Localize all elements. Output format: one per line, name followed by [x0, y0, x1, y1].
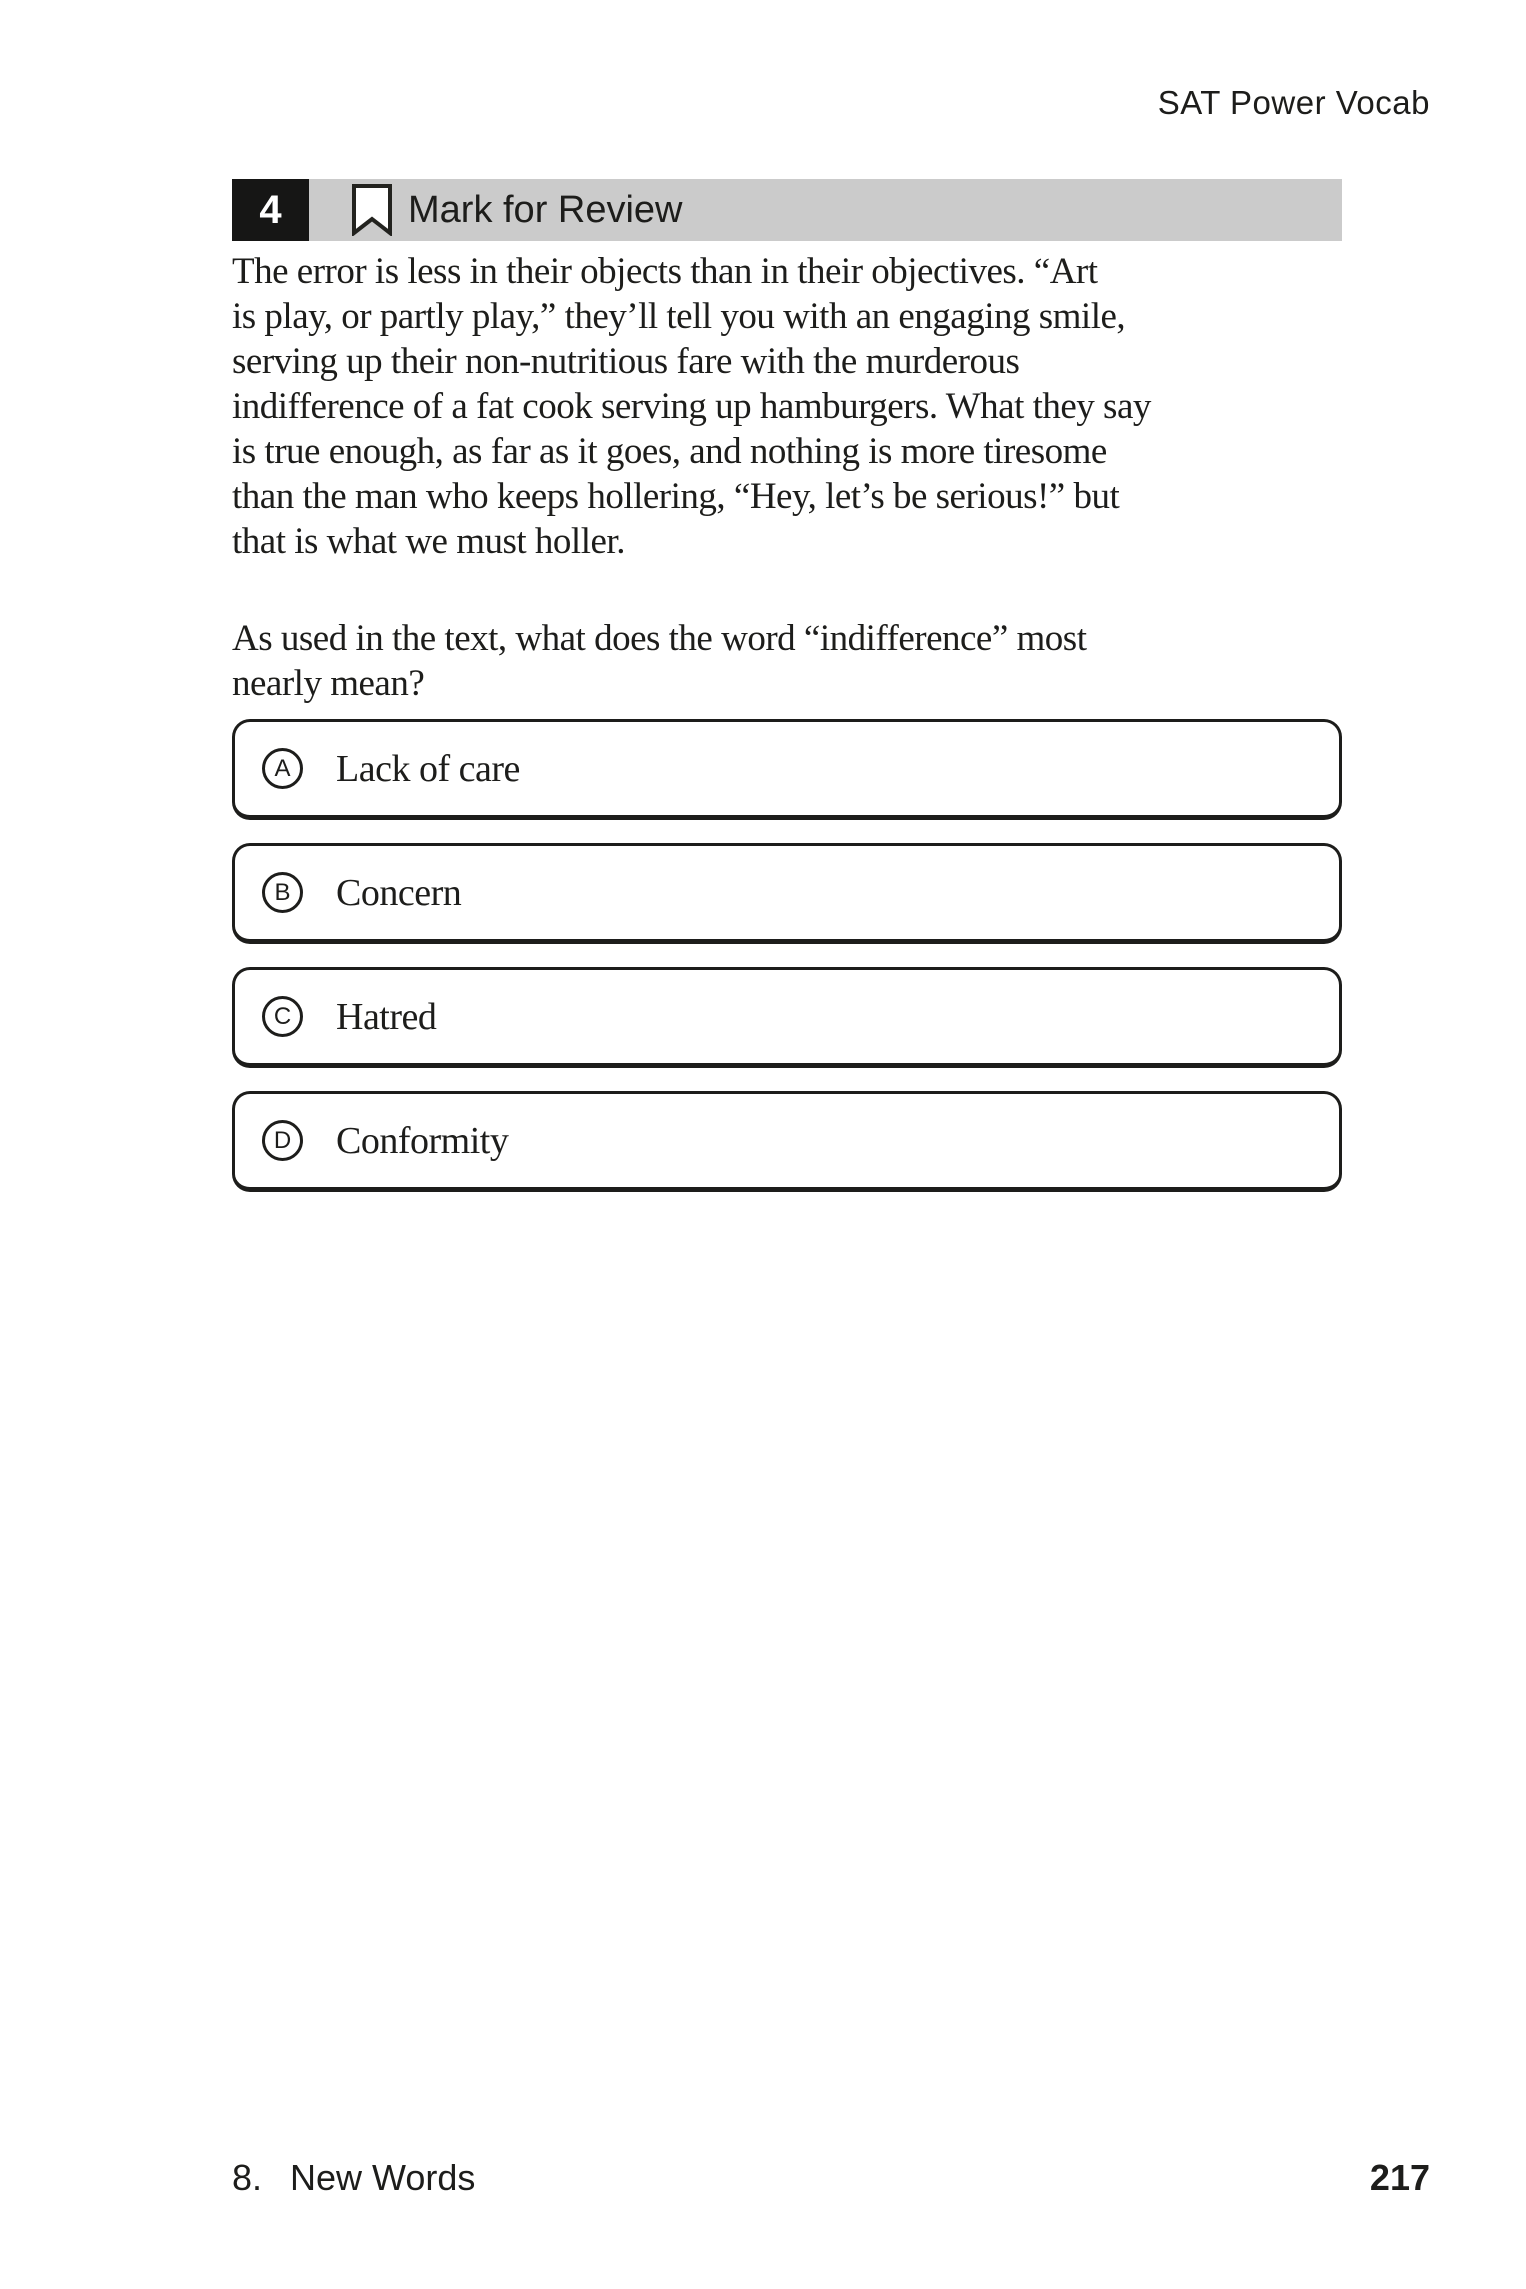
question-line: nearly mean? [232, 663, 425, 704]
footer-chapter [232, 2156, 475, 2200]
question-line: As used in the text, what does the word “indifference” most [232, 618, 1087, 659]
answer-choice-d[interactable] [232, 1091, 1342, 1192]
passage-line: is play, or partly play,” they’ll tell you with an engaging smile, [232, 296, 1126, 337]
page-footer [232, 2156, 1430, 2200]
choice-text: Hatred [336, 995, 437, 1038]
answer-choice-b[interactable] [232, 843, 1342, 944]
running-header-title: SAT Power Vocab [1157, 84, 1430, 121]
bookmark-icon [351, 184, 393, 236]
passage-line: that is what we must holler. [232, 521, 625, 562]
chapter-title: New Words [290, 2157, 476, 2198]
answer-choices [232, 719, 1342, 1192]
choice-letter-badge: C [262, 996, 303, 1037]
question-header-bar [232, 179, 1342, 241]
passage-line: serving up their non-nutritious fare with the murderous [232, 341, 1020, 382]
choice-letter-badge: D [262, 1120, 303, 1161]
passage-line: is true enough, as far as it goes, and nothing is more tiresome [232, 431, 1107, 472]
mark-for-review-label: Mark for Review [408, 188, 683, 231]
question-block [232, 179, 1342, 1215]
passage-line: The error is less in their objects than in their objectives. “Art [232, 251, 1098, 292]
passage-line: than the man who keeps hollering, “Hey, let’s be serious!” but [232, 476, 1120, 517]
passage-line: indifference of a fat cook serving up hamburgers. What they say [232, 386, 1151, 427]
question-stem [232, 616, 1342, 706]
choice-letter-badge: A [262, 748, 303, 789]
choice-text: Conformity [336, 1119, 509, 1162]
mark-for-review-button[interactable] [351, 179, 683, 241]
page-number: 217 [1369, 2157, 1430, 2198]
question-number-badge: 4 [232, 179, 309, 241]
passage-text [232, 249, 1342, 564]
choice-text: Concern [336, 871, 462, 914]
choice-text: Lack of care [336, 747, 520, 790]
answer-choice-c[interactable] [232, 967, 1342, 1068]
answer-choice-a[interactable] [232, 719, 1342, 820]
chapter-number: 8. [232, 2157, 263, 2198]
choice-letter-badge: B [262, 872, 303, 913]
